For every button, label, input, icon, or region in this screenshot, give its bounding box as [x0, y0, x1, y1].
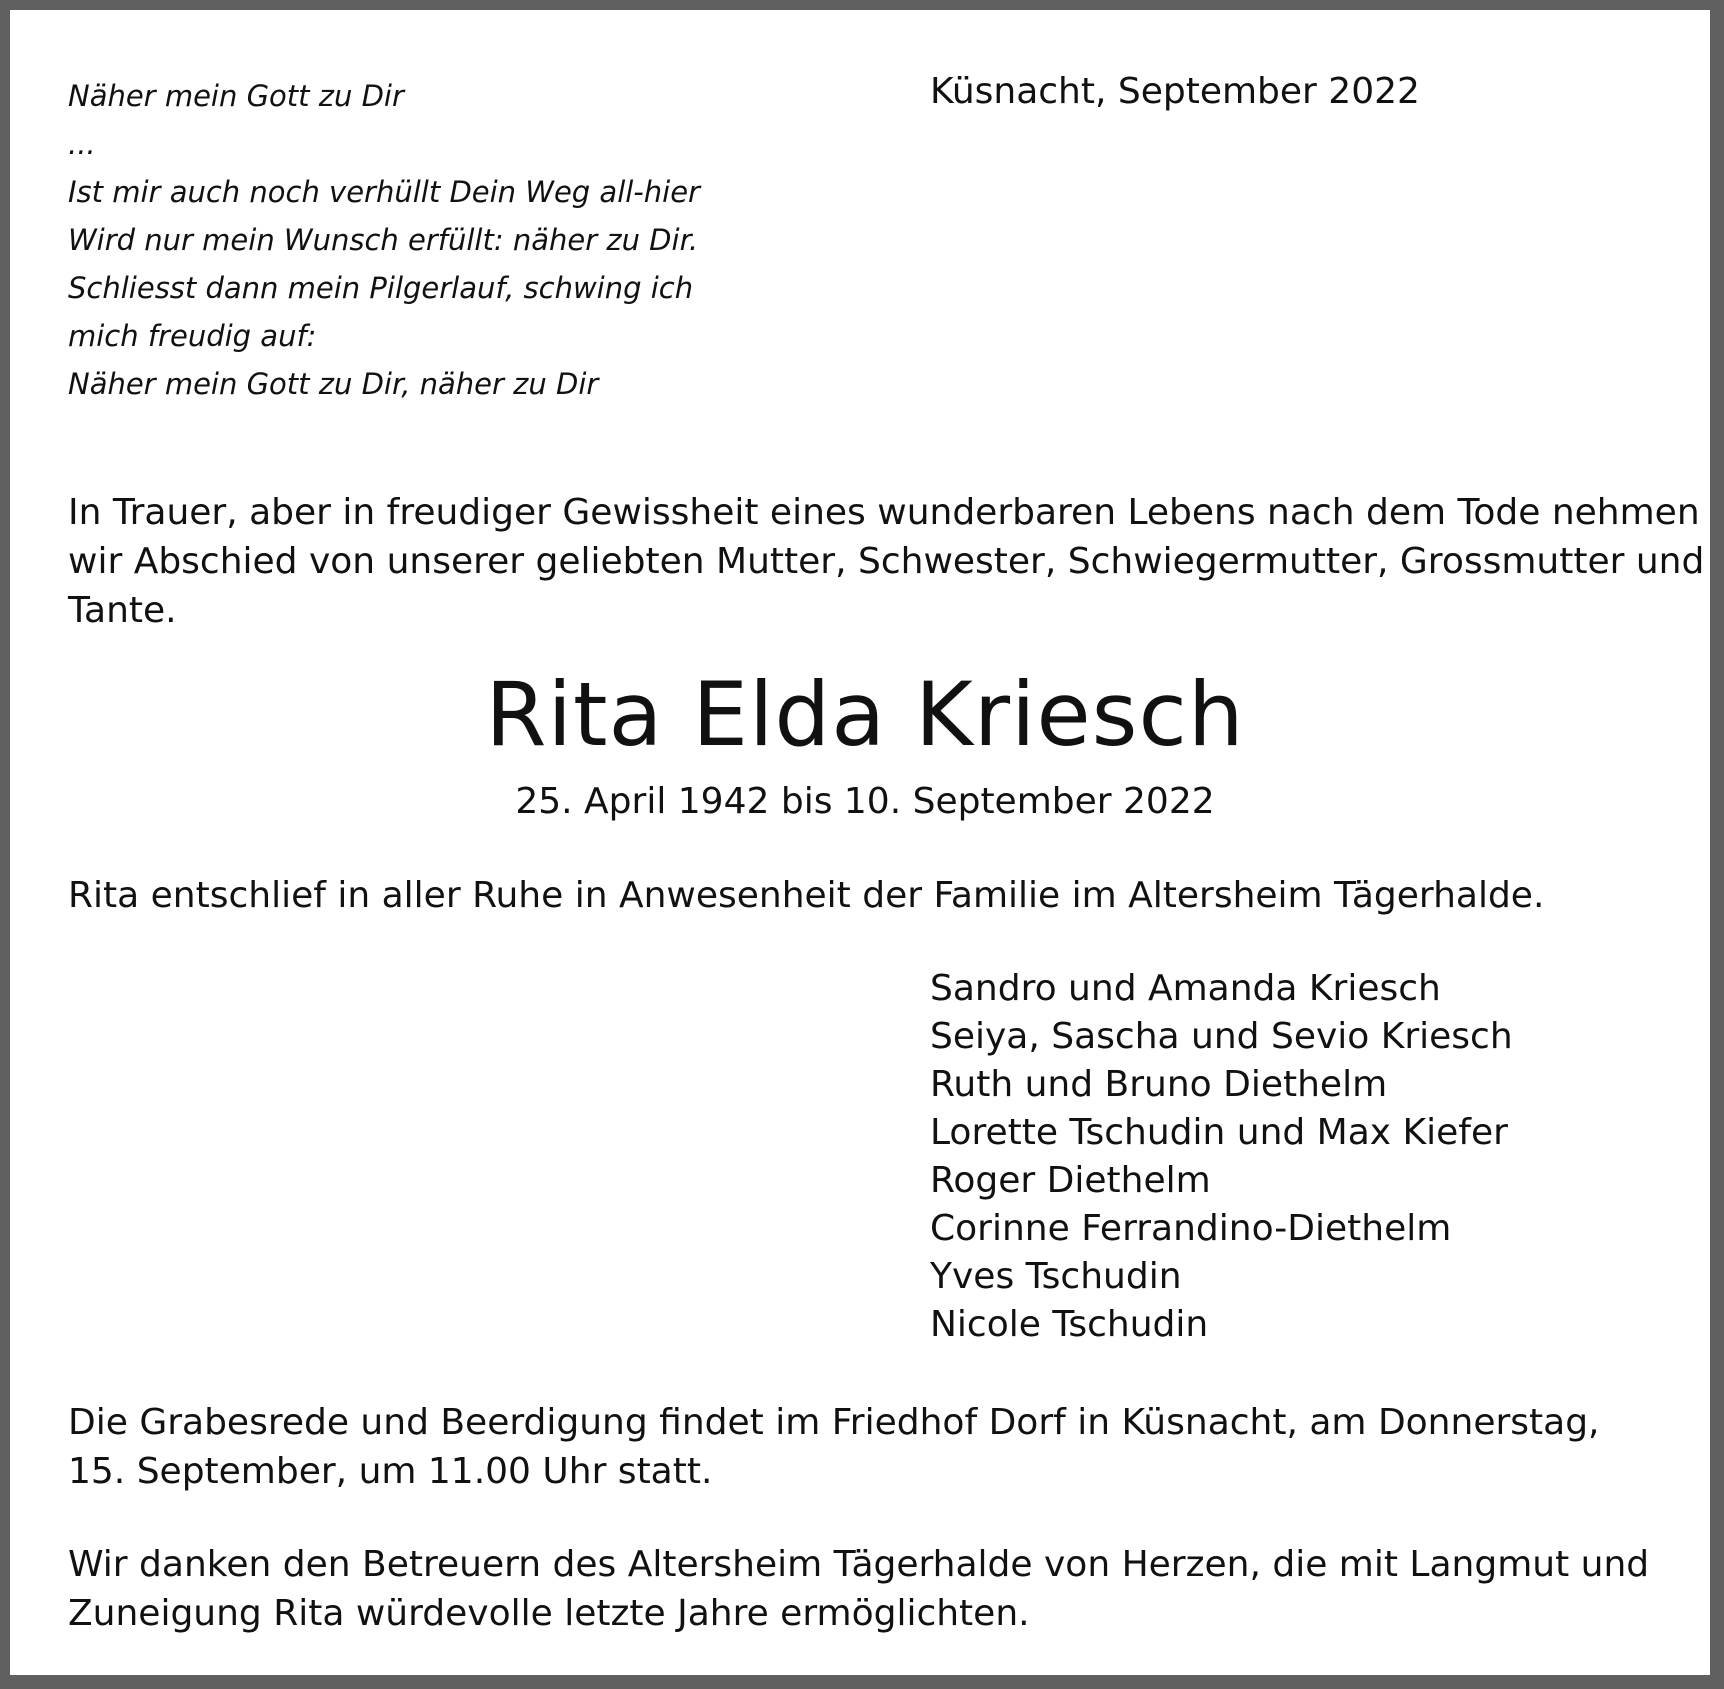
mourner: Lorette Tschudin und Max Kiefer	[930, 1112, 1508, 1153]
mourner: Yves Tschudin	[930, 1256, 1182, 1297]
poem	[68, 72, 828, 408]
poem-line: Ist mir auch noch verhüllt Dein Weg all-hier	[68, 175, 700, 209]
poem-line: ...	[68, 127, 96, 161]
poem-line: Schliesst dann mein Pilgerlauf, schwing ich	[68, 271, 694, 305]
mourner: Ruth und Bruno Diethelm	[930, 1064, 1388, 1105]
thanks-line: Zuneigung Rita würdevolle letzte Jahre ermöglichten.	[68, 1593, 1030, 1634]
mourner: Nicole Tschudin	[930, 1304, 1209, 1345]
mourners-list	[930, 965, 1513, 1349]
thanks-line: Wir danken den Betreuern des Altersheim Tägerhalde von Herzen, die mit Langmut und	[68, 1544, 1650, 1585]
poem-line: mich freudig auf:	[68, 319, 317, 353]
passing-statement: Rita entschlief in aller Ruhe in Anwesenheit der Familie im Altersheim Tägerhalde.	[68, 875, 1545, 916]
thanks-paragraph	[68, 1540, 1649, 1638]
intro-line: In Trauer, aber in freudiger Gewissheit eines wunderbaren Lebens nach dem Tode nehmen	[68, 492, 1700, 533]
mourner: Roger Diethelm	[930, 1160, 1211, 1201]
intro-line: Tante.	[68, 590, 177, 631]
mourner: Seiya, Sascha und Sevio Kriesch	[930, 1016, 1513, 1057]
intro-paragraph	[68, 488, 1705, 635]
mourner: Sandro und Amanda Kriesch	[930, 968, 1441, 1009]
poem-line: Näher mein Gott zu Dir, näher zu Dir	[68, 367, 599, 401]
funeral-line: Die Grabesrede und Beerdigung findet im Friedhof Dorf in Küsnacht, am Donnerstag,	[68, 1402, 1600, 1443]
intro-line: wir Abschied von unserer geliebten Mutter, Schwester, Schwiegermutter, Grossmutter und	[68, 541, 1705, 582]
poem-line: Wird nur mein Wunsch erfüllt: näher zu Dir.	[68, 223, 699, 257]
deceased-name: Rita Elda Kriesch	[485, 663, 1245, 766]
mourner: Corinne Ferrandino-Diethelm	[930, 1208, 1452, 1249]
poem-line: Näher mein Gott zu Dir	[68, 79, 404, 113]
funeral-notice	[68, 1398, 1600, 1496]
funeral-line: 15. September, um 11.00 Uhr statt.	[68, 1451, 713, 1492]
place-date: Küsnacht, September 2022	[930, 71, 1420, 112]
life-dates: 25. April 1942 bis 10. September 2022	[515, 781, 1215, 822]
